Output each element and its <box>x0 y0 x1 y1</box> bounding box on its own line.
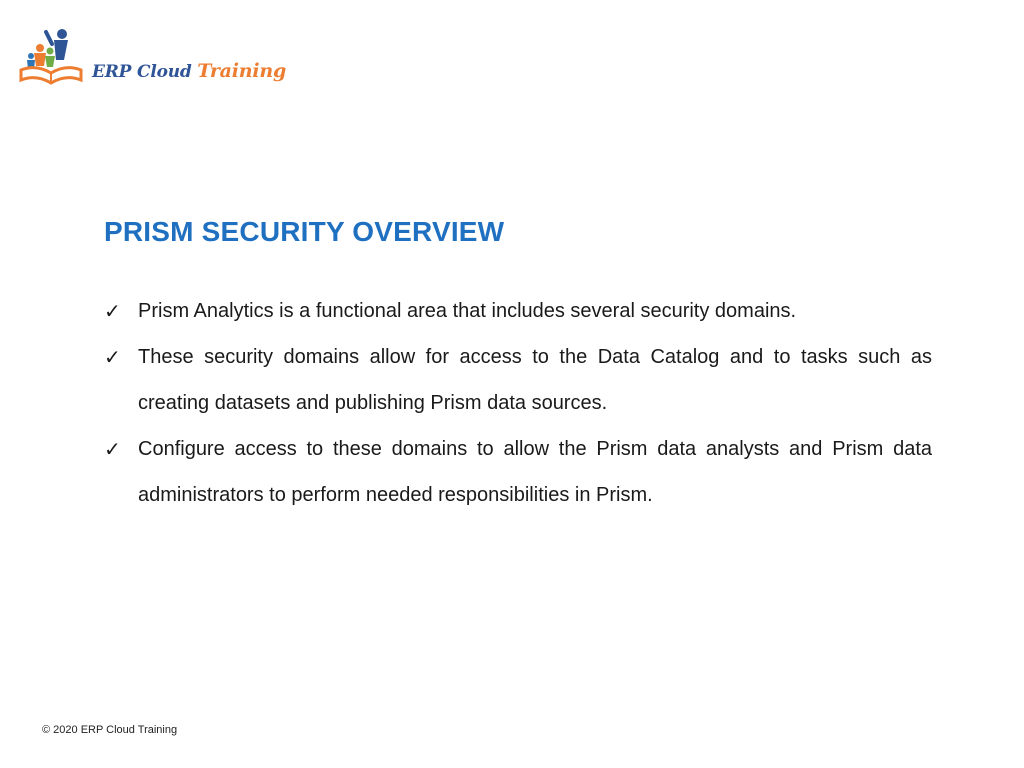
list-item-text: Prism Analytics is a functional area that includes several security domains. <box>138 300 797 322</box>
check-icon: ✓ <box>104 299 121 323</box>
logo-brand-training: Training <box>197 60 287 82</box>
footer-copyright: © 2020 ERP Cloud Training <box>42 724 178 736</box>
check-icon: ✓ <box>104 345 121 369</box>
list-item-text: These security domains allow for access to the Data Catalog and to tasks such as creating datasets and publishing Prism data sources. <box>138 346 932 414</box>
logo-brand-erp-cloud: ERP Cloud <box>92 62 192 82</box>
page-title: PRISM SECURITY OVERVIEW <box>104 216 505 247</box>
list-item-text: Configure access to these domains to allow the Prism data analysts and Prism data administrators to perform needed responsibilities in Prism. <box>138 438 932 506</box>
list-item <box>104 288 932 334</box>
logo <box>18 26 287 88</box>
open-book-with-people-icon <box>18 26 84 88</box>
logo-text <box>92 60 286 82</box>
bullet-list <box>104 288 932 518</box>
list-item <box>104 426 932 518</box>
list-item <box>104 334 932 426</box>
check-icon: ✓ <box>104 437 121 461</box>
